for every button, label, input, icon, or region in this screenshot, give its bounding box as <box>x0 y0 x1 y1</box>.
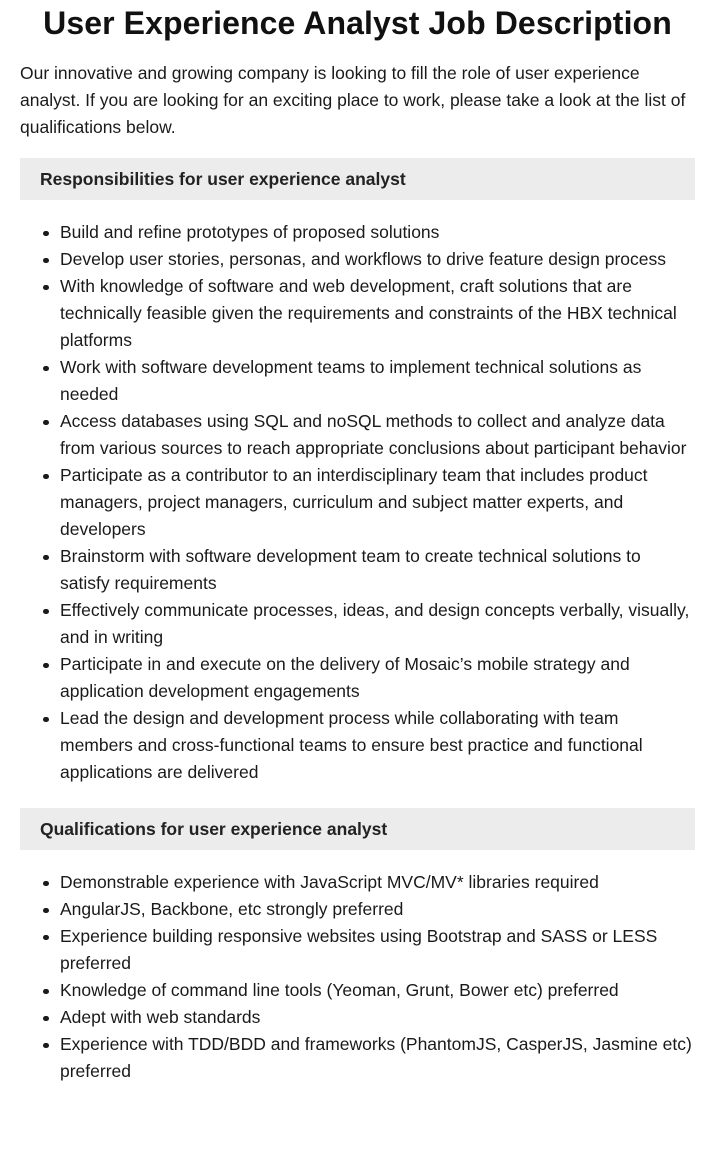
responsibility-item: Work with software development teams to implement technical solutions as needed <box>60 354 695 408</box>
qualification-item: Demonstrable experience with JavaScript MVC/MV* libraries required <box>60 869 695 896</box>
job-description-page <box>20 0 695 1085</box>
page-title: User Experience Analyst Job Description <box>43 5 672 41</box>
qualification-item: Adept with web standards <box>60 1004 695 1031</box>
qualification-item: Experience building responsive websites using Bootstrap and SASS or LESS preferred <box>60 923 695 977</box>
responsibility-item: With knowledge of software and web development, craft solutions that are technically feasible given the requirements and constraints of the HBX technical platforms <box>60 273 695 354</box>
qualifications-heading: Qualifications for user experience analyst <box>20 808 695 850</box>
responsibility-item: Brainstorm with software development team to create technical solutions to satisfy requirements <box>60 543 695 597</box>
responsibility-item: Participate as a contributor to an interdisciplinary team that includes product managers, project managers, curriculum and subject matter experts, and developers <box>60 462 695 543</box>
qualification-item: AngularJS, Backbone, etc strongly preferred <box>60 896 695 923</box>
responsibility-item: Build and refine prototypes of proposed solutions <box>60 219 695 246</box>
responsibilities-heading: Responsibilities for user experience analyst <box>20 158 695 200</box>
qualifications-list <box>20 869 695 1085</box>
intro-paragraph: Our innovative and growing company is looking to fill the role of user experience analyst. If you are looking for an exciting place to work, please take a look at the list of qualifications below. <box>20 63 686 137</box>
responsibility-item: Effectively communicate processes, ideas, and design concepts verbally, visually, and in writing <box>60 597 695 651</box>
responsibility-item: Access databases using SQL and noSQL methods to collect and analyze data from various sources to reach appropriate conclusions about participant behavior <box>60 408 695 462</box>
qualification-item: Experience with TDD/BDD and frameworks (PhantomJS, CasperJS, Jasmine etc) preferred <box>60 1031 695 1085</box>
responsibility-item: Participate in and execute on the delivery of Mosaic’s mobile strategy and application development engagements <box>60 651 695 705</box>
responsibility-item: Develop user stories, personas, and workflows to drive feature design process <box>60 246 695 273</box>
responsibility-item: Lead the design and development process while collaborating with team members and cross-functional teams to ensure best practice and functional applications are delivered <box>60 705 695 786</box>
qualification-item: Knowledge of command line tools (Yeoman, Grunt, Bower etc) preferred <box>60 977 695 1004</box>
responsibilities-list <box>20 219 695 786</box>
